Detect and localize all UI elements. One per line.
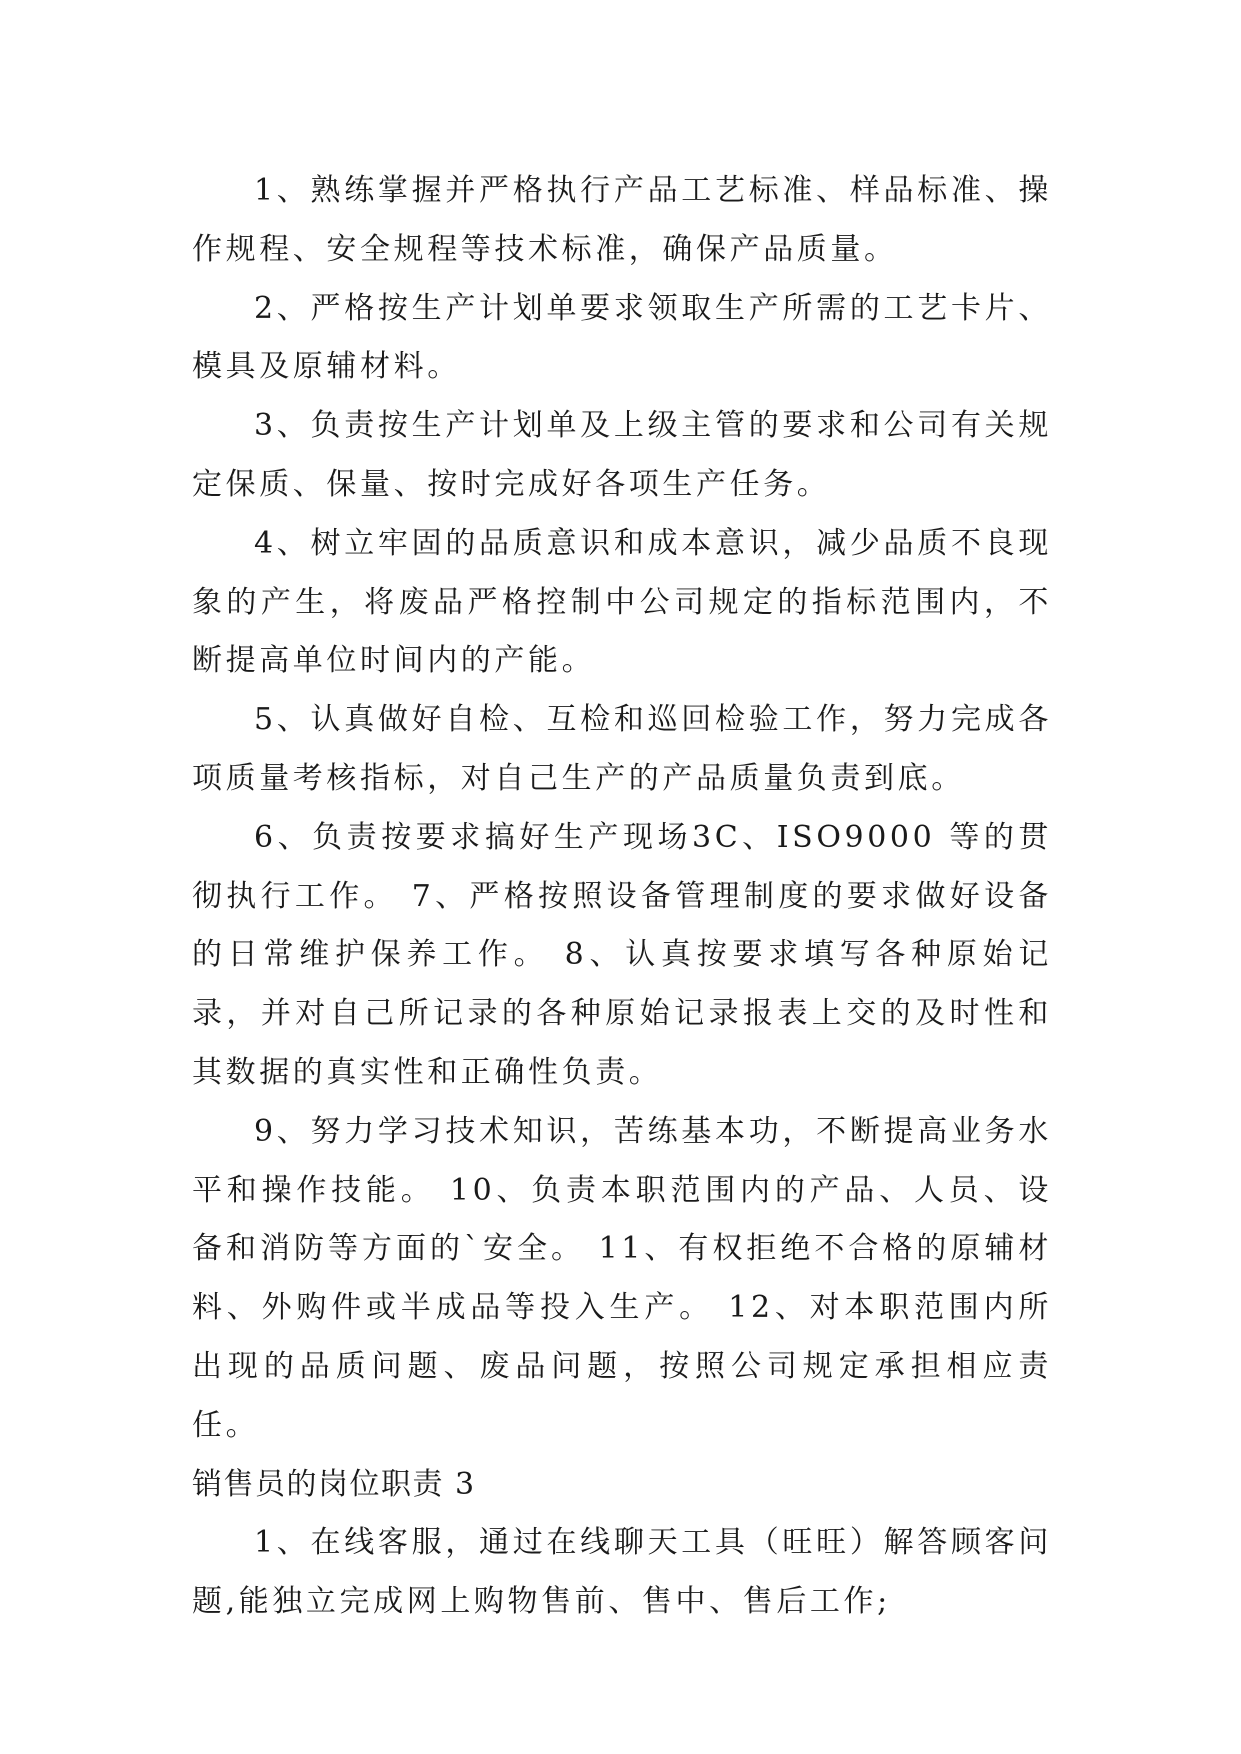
duty-paragraph-7: 9、努力学习技术知识，苦练基本功，不断提高业务水平和操作技能。 10、负责本职范围内的产品、人员、设备和消防等方面的`安全。 11、有权拒绝不合格的原辅材料、外购件或半成品等投入生产。 12、对本职范围内所出现的品质问题、废品问题，按照公司规定承担相应责任。 xyxy=(192,1113,1052,1443)
document-body xyxy=(192,162,1052,1632)
duty-paragraph-3: 3、负责按生产计划单及上级主管的要求和公司有关规定保质、保量、按时完成好各项生产任务。 xyxy=(192,408,1052,502)
section-heading: 销售员的岗位职责 3 xyxy=(192,1466,476,1502)
duty-paragraph-2: 2、严格按生产计划单要求领取生产所需的工艺卡片、模具及原辅材料。 xyxy=(192,290,1052,385)
duty-paragraph-4: 4、树立牢固的品质意识和成本意识，减少品质不良现象的产生，将废品严格控制中公司规定的指标范围内，不断提高单位时间内的产能。 xyxy=(192,525,1052,679)
duty-paragraph-6: 6、负责按要求搞好生产现场3C、ISO9000 等的贯彻执行工作。 7、严格按照设备管理制度的要求做好设备的日常维护保养工作。 8、认真按要求填写各种原始记录，并对自己所记录的各种原始记录报表上交的及时性和其数据的真实性和正确性负责。 xyxy=(192,819,1052,1090)
duty-paragraph-5: 5、认真做好自检、互检和巡回检验工作，努力完成各项质量考核指标，对自己生产的产品质量负责到底。 xyxy=(192,702,1052,796)
section-paragraph-1: 1、在线客服，通过在线聊天工具（旺旺）解答顾客问题,能独立完成网上购物售前、售中、售后工作; xyxy=(192,1525,1052,1620)
duty-paragraph-1: 1、熟练掌握并严格执行产品工艺标准、样品标准、操作规程、安全规程等技术标准，确保产品质量。 xyxy=(192,173,1052,267)
